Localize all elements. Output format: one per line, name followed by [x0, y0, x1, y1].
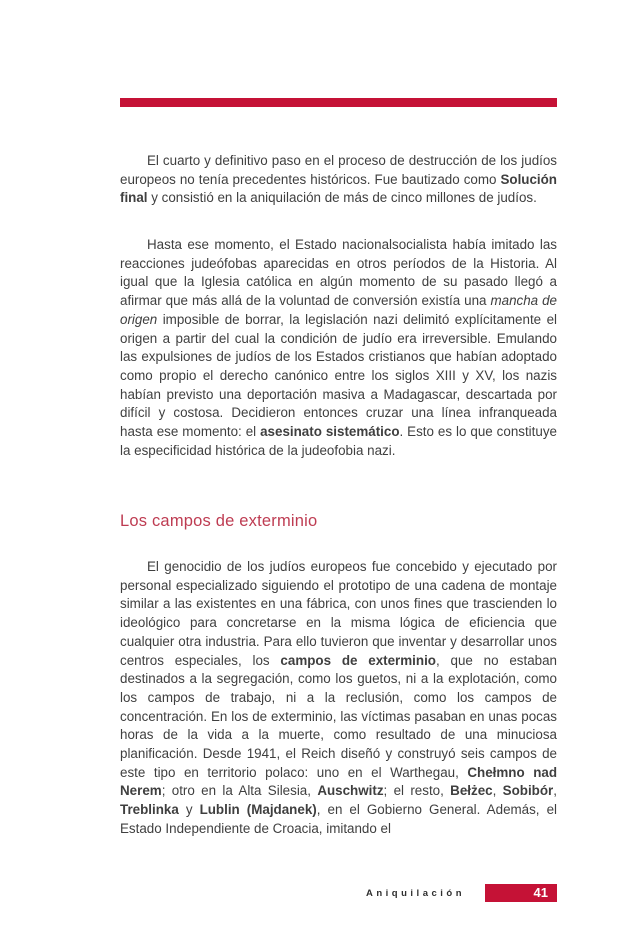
text-segment: El cuarto y definitivo paso en el proceso de destrucción de los judíos europeos no tenía precedentes históricos. Fue bautizado como — [120, 153, 557, 187]
text-segment: Hasta ese momento, el Estado nacionalsocialista había imitado las reacciones judeófobas aparecidas en otros períodos de la Historia. Al igual que la Iglesia católica en algún momento de su pasado llegó a afirmar que más allá de la voluntad de conversión existía una — [120, 237, 557, 309]
text-segment: y — [178, 802, 200, 818]
italic-term-mancha-de-origen: mancha de origen — [120, 293, 557, 327]
paragraph-2 — [120, 236, 557, 460]
top-rule-bar — [120, 98, 557, 107]
page-number-box — [485, 884, 557, 902]
page-number: 41 — [533, 885, 548, 900]
running-title: Aniquilación — [366, 887, 465, 899]
bold-term-sobibor: Sobibór — [502, 783, 554, 799]
text-segment: , — [492, 783, 503, 799]
paragraph-1 — [120, 152, 557, 208]
paragraph-3 — [120, 558, 557, 839]
bold-term-belzec: Bełżec — [450, 783, 493, 799]
bold-term-campos-de-exterminio: campos de exterminio — [280, 652, 436, 668]
text-segment: y consistió en la aniquilación de más de cinco millones de judíos. — [147, 190, 537, 206]
text-segment: , — [553, 783, 557, 799]
text-segment: , que no estaban destinados a la segregación, como los guetos, ni a la explotación, como los campos de trabajo, ni a la reclusión, como los campos de concentración. En los de exterminio, las víctimas pasaban en unas pocas horas de la vida a la muerte, como resultado de una minuciosa planificación. Desde 1941, el Reich diseñó y construyó seis campos de este tipo en territorio polaco: uno en el Warthegau, — [120, 652, 557, 780]
bold-term-asesinato-sistematico: asesinato sistemático — [260, 424, 400, 440]
page-footer — [120, 884, 557, 902]
text-segment: , en el Gobierno General. Además, el Estado Independiente de Croacia, imitando el — [120, 802, 557, 836]
text-segment: imposible de borrar, la legislación nazi delimitó explícitamente el origen a partir del cual la condición de judío era irreversible. Emulando las expulsiones de judíos de los Estados cristianos que habían adoptado como propio el derecho canónico entre los siglos XIII y XV, los nazis habían previsto una deportación masiva a Madagascar, descartada por difícil y costosa. Decidieron entonces cruzar una línea infranqueada hasta ese momento: el — [120, 311, 557, 440]
section-heading: Los campos de exterminio — [120, 512, 318, 530]
text-segment: El genocidio de los judíos europeos fue concebido y ejecutado por personal especializado siguiendo el prototipo de una cadena de montaje similar a las existentes en una fábrica, con unos fines que trascienden lo ideológico para concretarse en la misma lógica de eficiencia que cualquier otra industria. Para ello tuvieron que inventar y desarrollar unos centros especiales, los — [120, 559, 557, 668]
bold-term-solucion-final: Solución final — [120, 171, 557, 206]
bold-term-chelmno: Chełmno nad Nerem — [120, 764, 558, 799]
bold-term-lublin-majdanek: Lublin (Majdanek) — [199, 802, 317, 818]
bold-term-treblinka: Treblinka — [120, 802, 179, 818]
text-segment: ; el resto, — [383, 783, 451, 799]
text-segment: ; otro en la Alta Silesia, — [161, 783, 318, 799]
text-segment: . Esto es lo que constituye la especificidad histórica de la judeofobia nazi. — [120, 424, 557, 458]
bold-term-auschwitz: Auschwitz — [317, 783, 384, 799]
